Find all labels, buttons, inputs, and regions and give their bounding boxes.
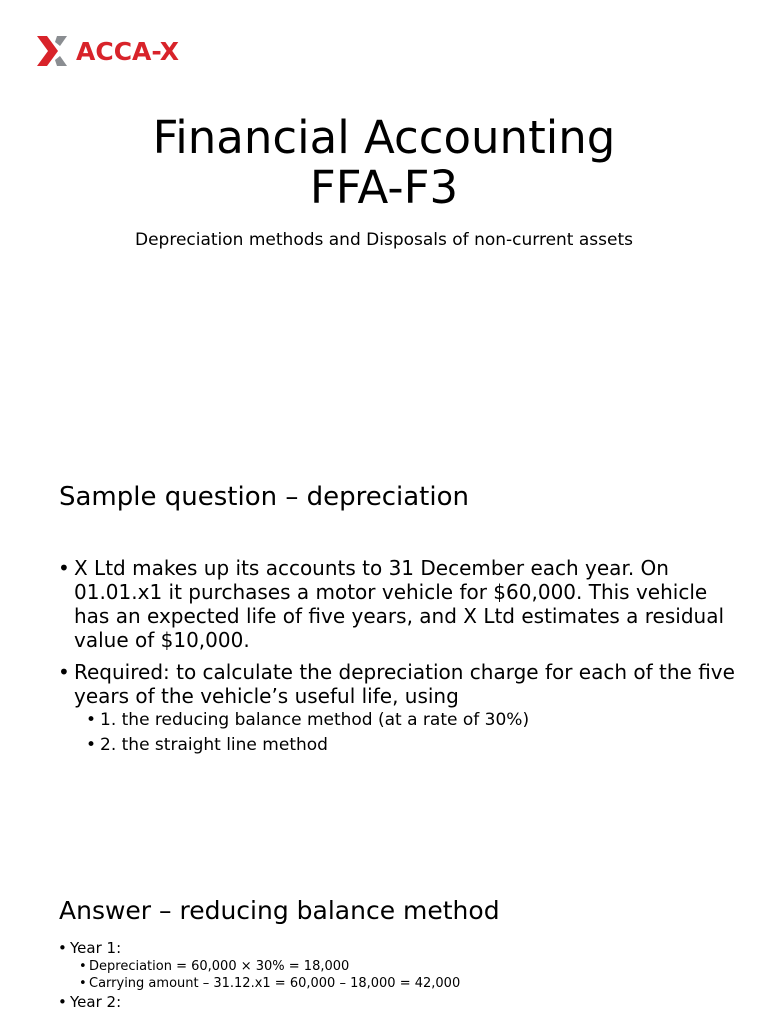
- sub-bullet-item: • Carrying amount – 31.12.x1 = 60,000 – 18,000 = 42,000: [79, 975, 748, 992]
- sub-bullet-item: • 1. the reducing balance method (at a rate of 30%): [86, 708, 748, 733]
- sub-bullet-item: • Depreciation = 60,000 × 30% = 18,000: [79, 958, 748, 975]
- brand-logo: [34, 33, 179, 69]
- slide-heading: Sample question – depreciation: [59, 482, 469, 512]
- sub-bullet-item: • 2. the straight line method: [86, 733, 748, 758]
- slide-heading: Answer – reducing balance method: [59, 896, 500, 925]
- year-bullet: • Year 2:: [58, 992, 748, 1012]
- year-bullet: • Year 1:: [58, 938, 748, 958]
- presentation-title: [0, 113, 768, 213]
- bullet-item: • X Ltd makes up its accounts to 31 December each year. On 01.01.x1 it purchases a motor vehicle for $60,000. This vehicle has an expected life of five years, and X Ltd estimates a residual value of $10,000.: [58, 556, 748, 652]
- bullet-item: • Required: to calculate the depreciation charge for each of the five years of the vehicle’s useful life, using: [58, 660, 748, 708]
- title-line-1: Financial Accounting: [152, 111, 616, 164]
- brand-x-icon: [34, 33, 70, 69]
- answer-slide: [0, 815, 768, 1024]
- question-bullets: [58, 556, 748, 758]
- sample-question-slide: [0, 460, 768, 815]
- answer-list: [58, 938, 748, 1012]
- brand-name: ACCA-X: [76, 36, 180, 66]
- presentation-subtitle: Depreciation methods and Disposals of non-current assets: [134, 230, 633, 250]
- title-line-2: FFA-F3: [309, 161, 459, 214]
- title-slide: [0, 0, 768, 460]
